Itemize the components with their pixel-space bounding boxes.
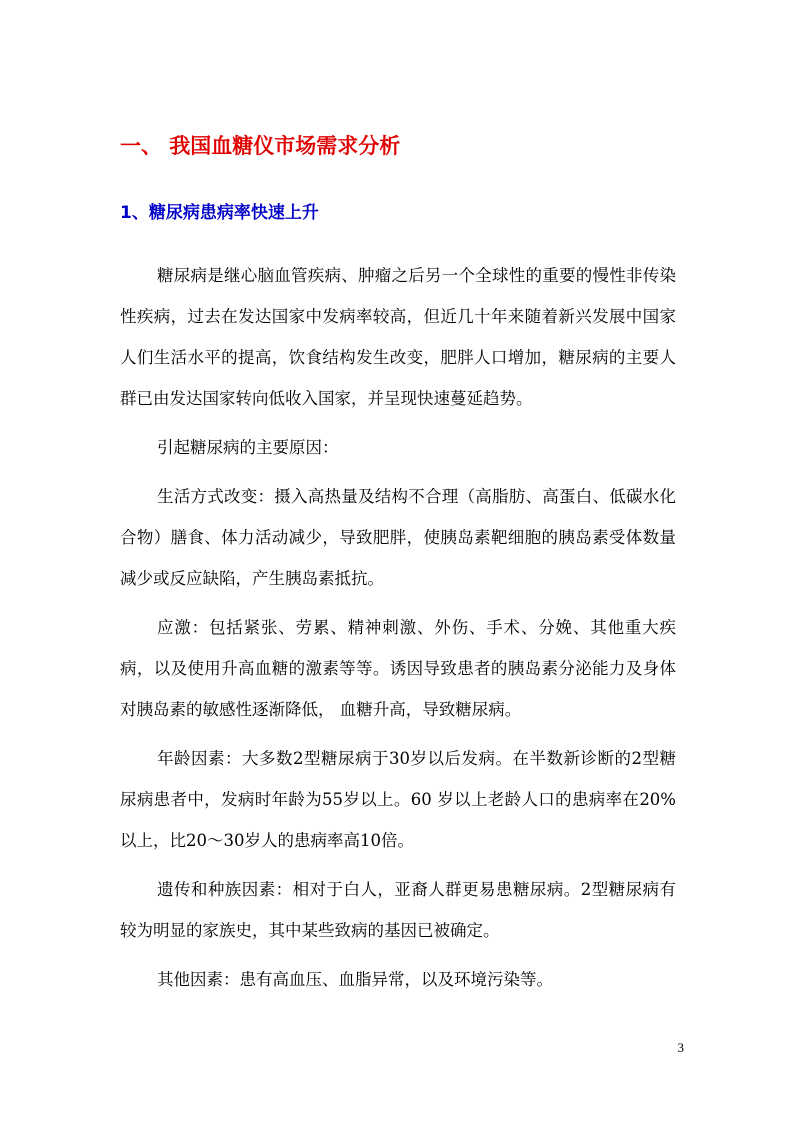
section-heading: 一、 我国血糖仪市场需求分析 <box>120 134 401 158</box>
paragraph-age: 年龄因素：大多数2型糖尿病于30岁以后发病。在半数新诊断的2型糖尿病患者中，发病时年龄为55岁以上。60 岁以上老龄人口的患病率在20%以上，比20～30岁人的患病率高10倍。 <box>120 749 676 850</box>
paragraph-lifestyle: 生活方式改变：摄入高热量及结构不合理（高脂肪、高蛋白、低碳水化合物）膳食、体力活动减少，导致肥胖，使胰岛素靶细胞的胰岛素受体数量减少或反应缺陷，产生胰岛素抵抗。 <box>120 487 676 588</box>
paragraph-other: 其他因素：患有高血压、血脂异常，以及环境污染等。 <box>157 970 553 989</box>
subsection-heading: 1、糖尿病患病率快速上升 <box>120 203 319 223</box>
paragraph-stress: 应激：包括紧张、劳累、精神刺激、外伤、手术、分娩、其他重大疾病，以及使用升高血糖的激素等等。诱因导致患者的胰岛素分泌能力及身体对胰岛素的敏感性逐渐降低， 血糖升高，导致糖尿病。 <box>120 618 676 719</box>
paragraph-genetics: 遗传和种族因素：相对于白人，亚裔人群更易患糖尿病。2型糖尿病有较为明显的家族史，其中某些致病的基因已被确定。 <box>120 880 676 940</box>
paragraph-causes-title: 引起糖尿病的主要原因： <box>157 438 339 457</box>
paragraph-intro: 糖尿病是继心脑血管疾病、肿瘤之后另一个全球性的重要的慢性非传染性疾病，过去在发达国家中发病率较高，但近几十年来随着新兴发展中国家人们生活水平的提高，饮食结构发生改变，肥胖人口增加，糖尿病的主要人群已由发达国家转向低收入国家，并呈现快速蔓延趋势。 <box>120 266 676 408</box>
body-text <box>120 255 676 1008</box>
page-number: 3 <box>677 1040 684 1055</box>
